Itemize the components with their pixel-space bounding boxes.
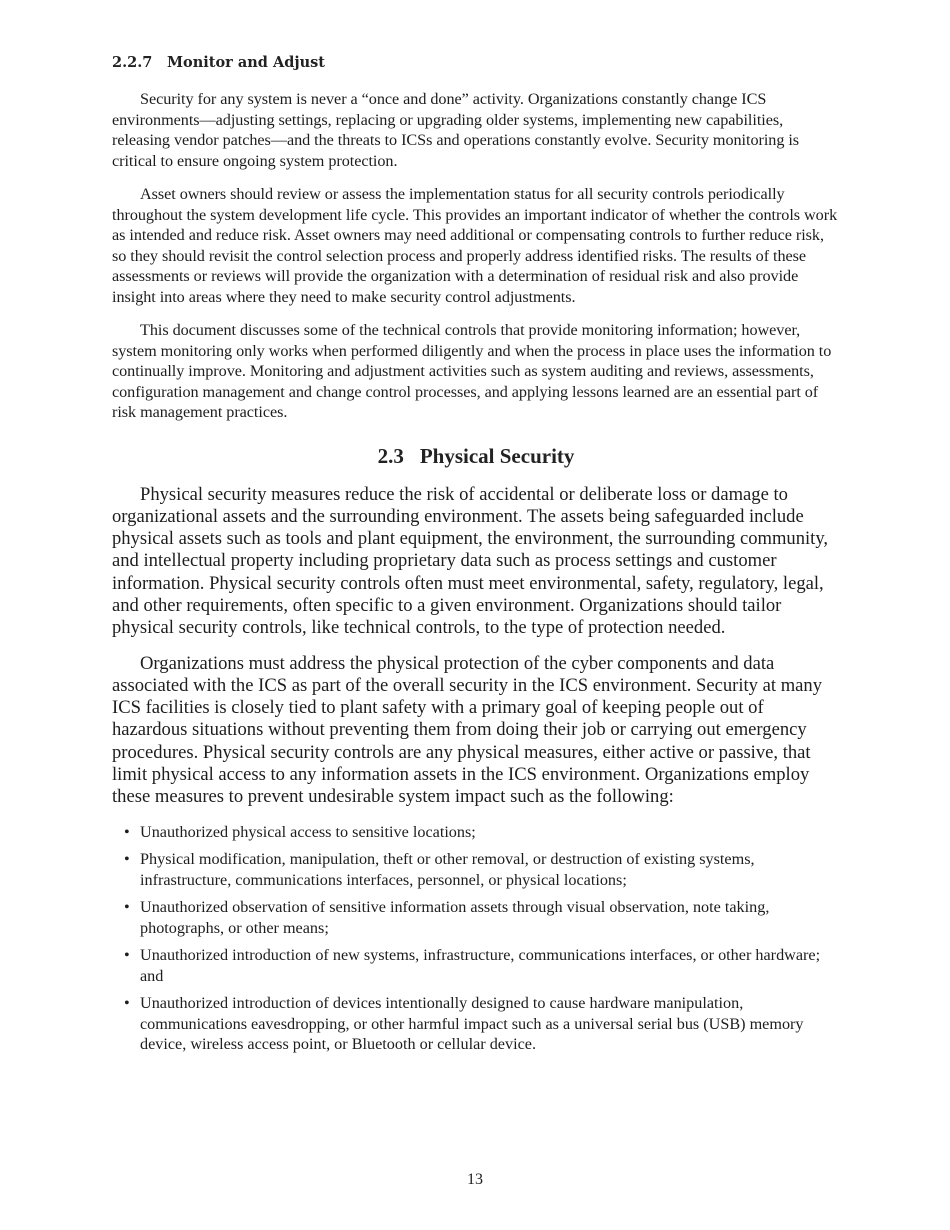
paragraph: Security for any system is never a “once and done” activity. Organizations constantly change ICS environments—adjusting settings, replacing or upgrading older systems, implementing new capabilities, releasing vendor patches—and the threats to ICSs and operations constantly evolve. Security monitoring is critical to ensure ongoing system protection. (112, 90, 800, 170)
subsection-heading (112, 52, 840, 74)
bullet-list (112, 822, 840, 1055)
paragraph: This document discusses some of the technical controls that provide monitoring information; however, system monitoring only works when performed diligently and when the process in place uses the information to continually improve. Monitoring and adjustment activities such as system auditing and reviews, assessments, configuration management and change control processes, and applying lessons learned are an essential part of risk management practices. (112, 321, 832, 421)
section-title: Physical Security (419, 443, 575, 468)
section-number: 2.3 (377, 443, 404, 468)
bullet-icon: • (124, 850, 130, 869)
bullet-icon: • (124, 822, 130, 841)
list-item-text: Unauthorized introduction of new systems, infrastructure, communications interfaces, or other hardware; and (140, 946, 821, 985)
subsection-title: Monitor and Adjust (167, 54, 325, 71)
list-item (112, 945, 840, 986)
section-heading (112, 443, 840, 469)
bullet-icon: • (124, 946, 130, 965)
paragraph: Physical security measures reduce the risk of accidental or deliberate loss or damage to organizational assets and the surrounding environment. The assets being safeguarded include physical assets such as tools and plant equipment, the environment, the surrounding community, and intellectual property including proprietary data such as process settings and customer information. Physical security controls often must meet environmental, safety, regulatory, legal, and other requirements, often specific to a given environment. Organizations should tailor physical security controls, like technical controls, to the type of protection needed. (112, 483, 829, 639)
list-item (112, 993, 840, 1055)
paragraph: Organizations must address the physical protection of the cyber components and data associated with the ICS as part of the overall security in the ICS environment. Security at many ICS facilities is closely tied to plant safety with a primary goal of keeping people out of hazardous situations without preventing them from doing their job or carrying out emergency procedures. Physical security controls are any physical measures, either active or passive, that limit physical access to any information assets in the ICS environment. Organizations employ these measures to prevent undesirable system impact such as the following: (112, 652, 823, 808)
bullet-icon: • (124, 898, 130, 917)
list-item (112, 897, 840, 938)
list-item-text: Unauthorized physical access to sensitive locations; (140, 822, 476, 841)
list-item-text: Unauthorized introduction of devices intentionally designed to cause hardware manipulation, communications eavesdropping, or other harmful impact such as a universal serial bus (USB) memory device, wireless access point, or Bluetooth or cellular device. (140, 994, 804, 1054)
list-item-text: Unauthorized observation of sensitive information assets through visual observation, note taking, photographs, or other means; (140, 898, 770, 937)
page-number: 13 (467, 1171, 483, 1188)
paragraph: Asset owners should review or assess the implementation status for all security controls periodically throughout the system development life cycle. This provides an important indicator of whether the controls work as intended and reduce risk. Asset owners may need additional or compensating controls to further reduce risk, so they should revisit the control selection process and properly address identified risks. The results of these assessments or reviews will provide the organization with a determination of residual risk and also provide insight into areas where they need to make security control adjustments. (112, 185, 838, 306)
bullet-icon: • (124, 994, 130, 1013)
list-item (112, 849, 840, 890)
subsection-number: 2.2.7 (112, 54, 153, 71)
document-page (112, 52, 840, 1062)
list-item (112, 822, 840, 843)
list-item-text: Physical modification, manipulation, theft or other removal, or destruction of existing systems, infrastructure, communications interfaces, personnel, or physical locations; (140, 850, 755, 889)
